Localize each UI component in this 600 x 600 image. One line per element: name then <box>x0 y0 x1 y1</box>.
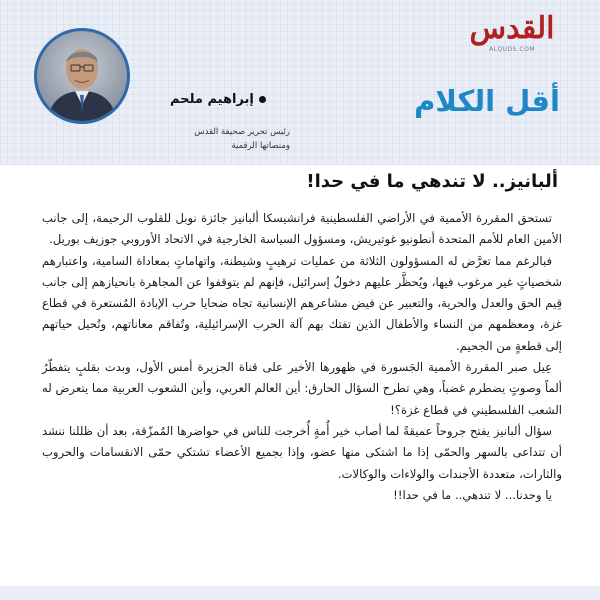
article-paragraph: عِيل صبر المقررة الأممية الجَسورة في ظهورها الأخير على قناة الجزيرة أمس الأول، وبدت بقلبٍ يتفطّرُ ألماً وصوتٍ يضطرم غضباً، وهي تطرح السؤال الحارق: أين العالم العربي، وأين الشعوب العربية مما يتعرض له الشعب الفلسطيني في قطاع غزة؟! <box>42 360 562 417</box>
author-photo <box>37 31 127 121</box>
column-header <box>0 0 600 165</box>
footer-bar <box>0 586 600 600</box>
logo-wordmark: القدس <box>469 11 555 46</box>
author-name <box>170 92 266 107</box>
logo-site: ALQUDS.COM <box>489 46 535 53</box>
author-name-text: إبراهيم ملحم <box>170 92 254 107</box>
article-paragraph: تستحق المقررة الأممية في الأراضي الفلسطينية فرانشيسكا ألبانيز جائزة نوبل للقلوب الرحيمة، إلى جانب الأمين العام للأمم المتحدة أنطونيو غوتيريش، ومسؤول السياسة الخارجية في الاتحاد الأوروبي جوزيف بوريل. <box>42 211 562 247</box>
author-role: رئيس تحرير صحيفة القدس ومنصاتها الرقمية <box>194 127 290 151</box>
article-paragraph: فبالرغم مما تعرَّض له المسؤولون الثلاثة من عمليات ترهيبٍ وشيطنة، واتهاماتٍ بمعاداة السامية، واعتبارهم شخصياتٍ غير مرغوب فيها، ويُحظَّر عليهم دخولُ إسرائيل، فإنهم لم يتوقفوا عن المجاهرة بانحيازهم إلى جانب قِيم الحق والعدل والحرية، والتعبير عن فيض مشاعرهم الإنسانية تجاه ضحايا حرب الإبادة المُستعرة في قطاع غزة، ومعظمهم من النساء والأطفال الذين تفتك بهم آلة الحرب الإسرائيلية، وتُفاقم معاناتهم، وتُحيل حياتهم إلى قطعةٍ من الجحيم. <box>42 253 562 353</box>
article-paragraph: سؤال ألبانيز يفتح جروحاً عميقةً لما أصاب خير أُمةٍ أُخرجت للناس في حواضرها المُمزّقة، بعد أن ظللنا ننشد أن تتداعى بالسهر والحمّى إذا ما اشتكى منها عضو، وإذا بجميع الأعضاء تشتكي حمّى الانقسامات والحروب والثارات، متعددة الأجندات والولاءات والوكالات. <box>42 423 562 481</box>
section-title: أقل الكلام <box>414 84 560 118</box>
author-portrait-icon <box>37 31 127 121</box>
newspaper-logo[interactable] <box>464 11 560 60</box>
article-title: ألبانيز.. لا تندهي ما في حدا! <box>306 171 558 192</box>
article-body <box>42 208 562 506</box>
author-photo-frame <box>34 28 130 124</box>
bullet-icon <box>259 96 266 103</box>
article-paragraph: يا وحدنا... لا تندهي.. ما في حدا!! <box>393 487 552 502</box>
